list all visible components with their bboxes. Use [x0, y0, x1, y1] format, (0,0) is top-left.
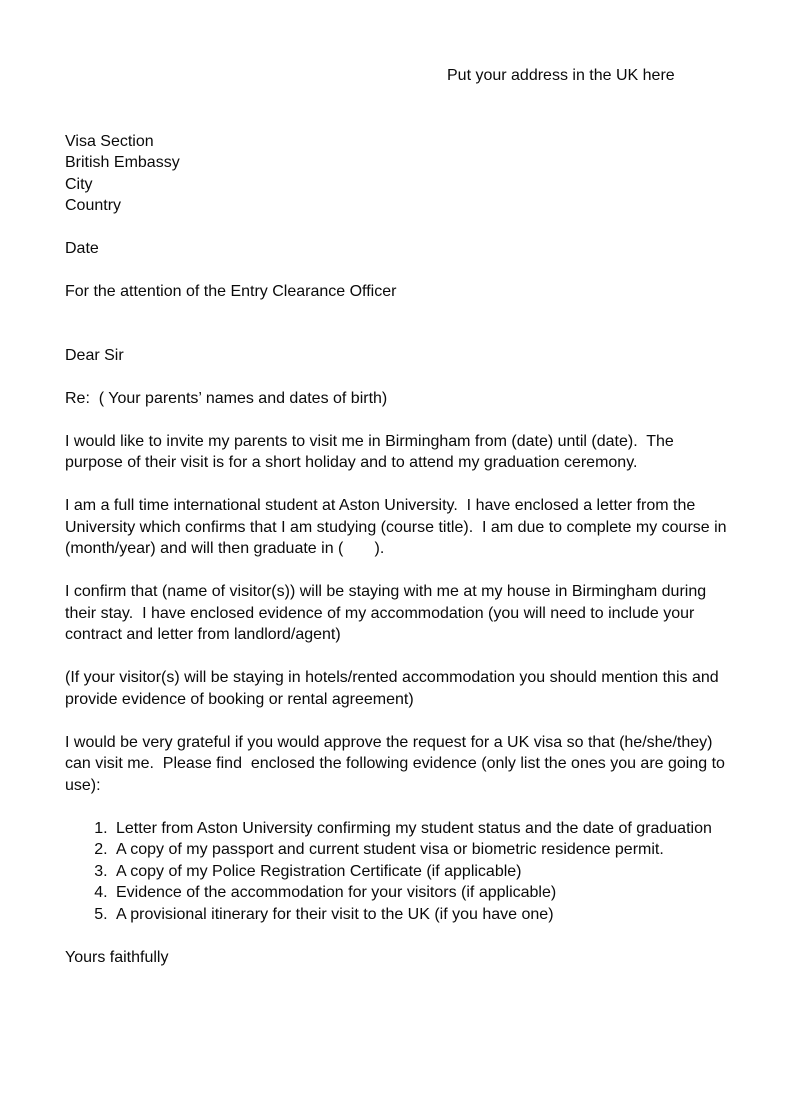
- paragraph-accommodation: I confirm that (name of visitor(s)) will be staying with me at my house in Birmingham during their stay. I have enclosed evidence of my accommodation (you will need to include your contract and letter from landlord/agent): [65, 583, 711, 643]
- recipient-line-city: City: [65, 175, 93, 193]
- paragraph-student-status: I am a full time international student at Aston University. I have enclosed a letter from the University which confirms that I am studying (course title). I am due to complete my course in (month/year) and will then graduate in ( ).: [65, 497, 732, 557]
- list-item-itinerary: 5. A provisional itinerary for their visit to the UK (if you have one): [112, 904, 728, 926]
- recipient-address-block: [65, 131, 728, 217]
- attention-line: For the attention of the Entry Clearance Officer: [65, 283, 397, 300]
- list-item-passport-copy: 2. A copy of my passport and current student visa or biometric residence permit.: [112, 839, 728, 861]
- closing: Yours faithfully: [65, 948, 169, 966]
- paragraph-hotel-note: (If your visitor(s) will be staying in hotels/rented accommodation you should mention this and provide evidence of booking or rental agreement): [65, 669, 724, 708]
- subject-line: Re: ( Your parents’ names and dates of birth): [65, 389, 388, 407]
- paragraph-invitation: I would like to invite my parents to visit me in Birmingham from (date) until (date). The purpose of their visit is for a short holiday and to attend my graduation ceremony.: [65, 432, 679, 471]
- recipient-line-country: Country: [65, 197, 122, 214]
- sender-address-placeholder: Put your address in the UK here: [447, 67, 675, 84]
- list-item-university-letter: 1. Letter from Aston University confirming my student status and the date of graduation: [112, 818, 728, 840]
- paragraph-request-approval: I would be very grateful if you would approve the request for a UK visa so that (he/she/they) can visit me. Please find enclosed the following evidence (only list the ones you are going to use):: [65, 733, 730, 794]
- list-item-accommodation-evidence: 4. Evidence of the accommodation for your visitors (if applicable): [112, 882, 728, 904]
- recipient-line-visa-section: Visa Section: [65, 132, 154, 150]
- enclosures-list: [65, 818, 728, 926]
- list-item-police-registration: 3. A copy of my Police Registration Certificate (if applicable): [112, 861, 728, 883]
- salutation: Dear Sir: [65, 346, 124, 364]
- recipient-line-british-embassy: British Embassy: [65, 154, 180, 171]
- date-placeholder: Date: [65, 240, 99, 257]
